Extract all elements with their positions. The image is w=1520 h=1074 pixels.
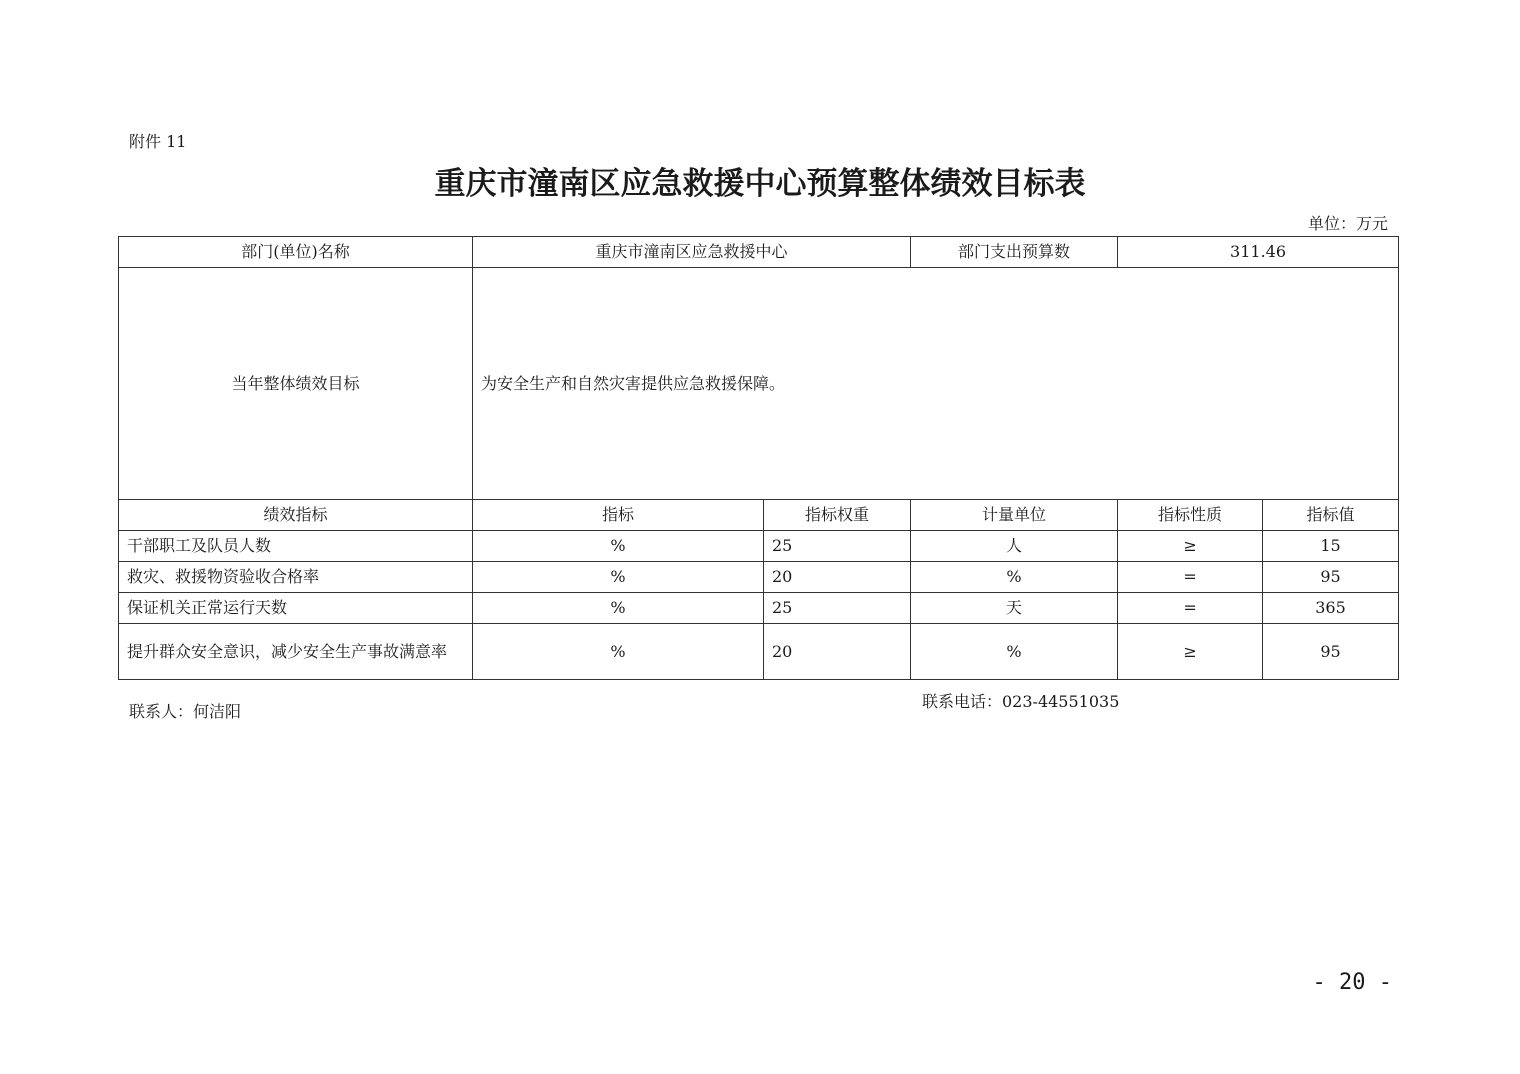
col-header-value: 指标值: [1263, 500, 1399, 531]
col-header-indicator: 指标: [473, 500, 764, 531]
contact-person: 联系人：何洁阳: [129, 702, 242, 721]
budget-label-cell: 部门支出预算数: [911, 237, 1118, 268]
indicator-value: 15: [1263, 531, 1399, 562]
indicator-weight: 25: [764, 531, 911, 562]
table-row: [119, 562, 1399, 593]
indicator-value: 95: [1263, 624, 1399, 680]
col-header-unit: 计量单位: [911, 500, 1118, 531]
document-title: 重庆市潼南区应急救援中心预算整体绩效目标表: [434, 166, 1086, 202]
indicator-value: 365: [1263, 593, 1399, 624]
indicator-symbol: %: [473, 593, 764, 624]
indicator-name: 救灾、救援物资验收合格率: [119, 562, 473, 593]
indicator-weight: 25: [764, 593, 911, 624]
indicator-weight: 20: [764, 624, 911, 680]
indicator-unit: %: [911, 562, 1118, 593]
budget-value-cell: 311.46: [1118, 237, 1399, 268]
table-row: [119, 531, 1399, 562]
performance-table: [118, 236, 1399, 680]
unit-label: 单位：万元: [1307, 214, 1388, 233]
dept-label-cell: 部门(单位)名称: [119, 237, 473, 268]
indicator-weight: 20: [764, 562, 911, 593]
indicator-name: 保证机关正常运行天数: [119, 593, 473, 624]
col-header-nature: 指标性质: [1118, 500, 1263, 531]
col-header-indicator-name: 绩效指标: [119, 500, 473, 531]
goal-text-cell: 为安全生产和自然灾害提供应急救援保障。: [473, 268, 1399, 500]
indicator-nature: ≥: [1118, 624, 1263, 680]
indicator-unit: %: [911, 624, 1118, 680]
goal-row: [119, 268, 1399, 500]
indicator-symbol: %: [473, 531, 764, 562]
indicator-header-row: [119, 500, 1399, 531]
attachment-label: 附件 11: [129, 132, 187, 151]
indicator-symbol: %: [473, 562, 764, 593]
col-header-weight: 指标权重: [764, 500, 911, 531]
table-row: [119, 593, 1399, 624]
dept-name-cell: 重庆市潼南区应急救援中心: [473, 237, 911, 268]
goal-label-cell: 当年整体绩效目标: [119, 268, 473, 500]
page-number: - 20 -: [1312, 970, 1392, 995]
indicator-name: 提升群众安全意识，减少安全生产事故满意率: [119, 624, 473, 680]
indicator-nature: ≥: [1118, 531, 1263, 562]
indicator-value: 95: [1263, 562, 1399, 593]
header-row: [119, 237, 1399, 268]
indicator-symbol: %: [473, 624, 764, 680]
indicator-nature: =: [1118, 593, 1263, 624]
indicator-name: 干部职工及队员人数: [119, 531, 473, 562]
contact-phone: 联系电话：023-44551035: [922, 692, 1120, 711]
table-row: [119, 624, 1399, 680]
indicator-unit: 人: [911, 531, 1118, 562]
indicator-unit: 天: [911, 593, 1118, 624]
indicator-nature: =: [1118, 562, 1263, 593]
